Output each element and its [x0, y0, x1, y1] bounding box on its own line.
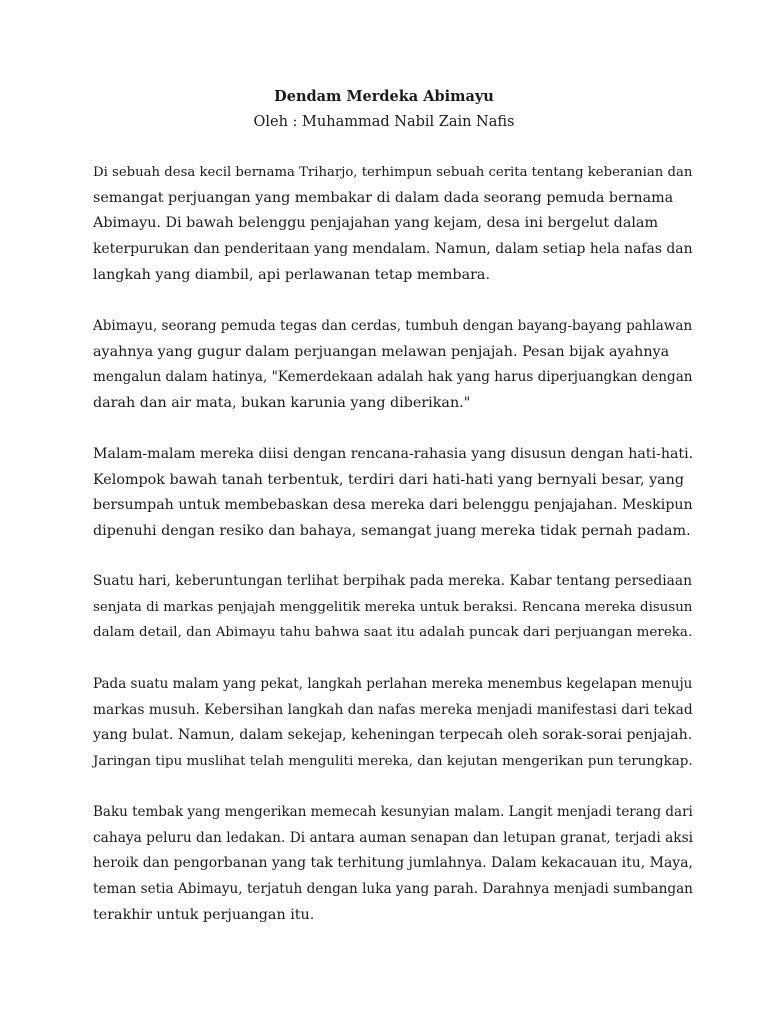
- paragraph-line: semangat perjuangan yang membakar di dalam dada seorang pemuda bernama: [93, 189, 674, 206]
- paragraph-4: [93, 569, 693, 646]
- paragraph-line: senjata di markas penjajah menggelitik mereka untuk beraksi. Rencana mereka disusun: [93, 599, 693, 615]
- paragraph-line: Malam-malam mereka diisi dengan rencana-rahasia yang disusun dengan hati-hati.: [93, 446, 694, 462]
- paragraph-line: Pada suatu malam yang pekat, langkah perlahan mereka menembus kegelapan menuju: [93, 676, 693, 692]
- paragraph-line: langkah yang diambil, api perlawanan tetap membara.: [93, 266, 490, 283]
- paragraph-line: Baku tembak yang mengerikan memecah kesunyian malam. Langit menjadi terang dari: [93, 804, 693, 820]
- paragraph-line: dipenuhi dengan resiko dan bahaya, semangat juang mereka tidak pernah padam.: [93, 523, 691, 540]
- paragraph-line: markas musuh. Kebersihan langkah dan nafas mereka menjadi manifestasi dari tekad: [93, 701, 693, 718]
- paragraph-line: terakhir untuk perjuangan itu.: [93, 906, 315, 923]
- paragraph-line: yang bulat. Namun, dalam sekejap, keheningan terpecah oleh sorak-sorai penjajah.: [93, 727, 693, 744]
- paragraph-6: [93, 800, 693, 928]
- paragraph-line: heroik dan pengorbanan yang tak terhitung jumlahnya. Dalam kekacauan itu, Maya,: [93, 855, 693, 872]
- document-title: Dendam Merdeka Abimayu: [274, 88, 494, 105]
- paragraph-5: [93, 672, 693, 775]
- paragraph-line: Kelompok bawah tanah terbentuk, terdiri dari hati-hati yang bernyali besar, yang: [93, 471, 685, 488]
- author-line: Oleh : Muhammad Nabil Zain Nafis: [253, 114, 515, 130]
- paragraph-line: bersumpah untuk membebaskan desa mereka dari belenggu penjajahan. Meskipun: [93, 497, 693, 514]
- paragraph-line: Di sebuah desa kecil bernama Triharjo, terhimpun sebuah cerita tentang keberanian dan: [93, 165, 693, 180]
- paragraph-1: [93, 160, 693, 288]
- paragraph-line: Suatu hari, keberuntungan terlihat berpihak pada mereka. Kabar tentang persediaan: [93, 573, 692, 589]
- paragraph-line: ayahnya yang gugur dalam perjuangan melawan penjajah. Pesan bijak ayahnya: [93, 343, 670, 360]
- paragraph-line: Abimayu. Di bawah belenggu penjajahan yang kejam, desa ini bergelut dalam: [93, 215, 659, 232]
- paragraph-line: Abimayu, seorang pemuda tegas dan cerdas, tumbuh dengan bayang-bayang pahlawan: [93, 318, 693, 334]
- paragraph-line: darah dan air mata, bukan karunia yang diberikan.": [93, 395, 471, 412]
- paragraph-2: [93, 314, 693, 417]
- paragraph-line: teman setia Abimayu, terjatuh dengan luka yang parah. Darahnya menjadi sumbangan: [93, 881, 693, 898]
- paragraph-line: dalam detail, dan Abimayu tahu bahwa saat itu adalah puncak dari perjuangan mereka.: [93, 625, 693, 641]
- paragraph-line: cahaya peluru dan ledakan. Di antara auman senapan dan letupan granat, terjadi aksi: [93, 829, 694, 846]
- paragraph-line: Jaringan tipu muslihat telah menguliti mereka, dan kejutan mengerikan pun terungkap.: [93, 754, 693, 770]
- paragraph-line: keterpurukan dan penderitaan yang mendalam. Namun, dalam setiap hela nafas dan: [93, 241, 693, 258]
- paragraph-3: [93, 442, 693, 545]
- paragraph-line: mengalun dalam hatinya, "Kemerdekaan adalah hak yang harus diperjuangkan dengan: [93, 369, 693, 386]
